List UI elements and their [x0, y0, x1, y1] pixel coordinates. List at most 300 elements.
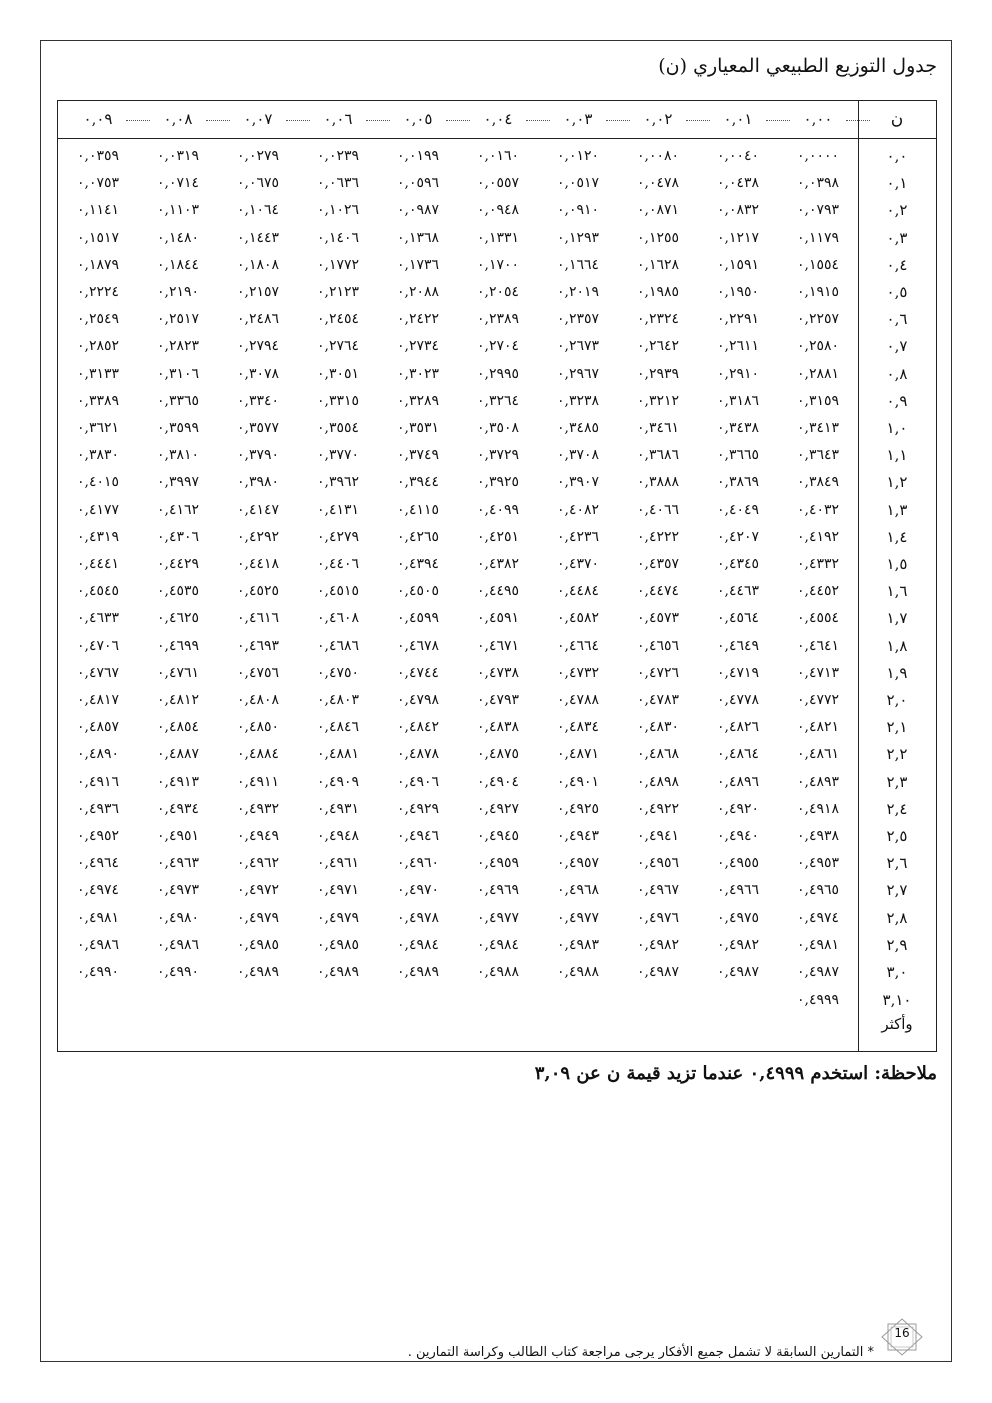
table-cell: ٠,٤٩٨٨ — [556, 964, 600, 980]
table-cell: ٠,١٨٤٤ — [156, 256, 200, 273]
table-cell: ٠,٣٥٠٨ — [476, 420, 520, 436]
row-z-value: ٢,٩ — [886, 935, 908, 954]
table-cell: ٠,٤٩٧٩ — [236, 909, 280, 926]
table-cell: ٠,٤٩٥٥ — [716, 855, 760, 872]
table-row — [58, 660, 936, 687]
table-cell: ٠,١٨٠٨ — [236, 256, 280, 273]
table-cell: ٠,١٢١٧ — [716, 229, 760, 246]
table-cell: ٠,٠٩٨٧ — [396, 202, 440, 219]
table-cell: ٠,٤٤٠٦ — [316, 556, 360, 572]
table-cell: ٠,٠٤٧٨ — [636, 175, 680, 192]
table-cell: ٠,٤٩٦٢ — [236, 855, 280, 872]
row-z-value: ١,٦ — [886, 582, 908, 601]
table-cell: ٠,٣٥٩٩ — [156, 420, 200, 436]
table-cell: ٠,٢٧٩٤ — [236, 338, 280, 355]
table-cell: ٠,٢٤٥٤ — [316, 311, 360, 328]
table-row — [58, 823, 936, 850]
row-z-value: ١,٧ — [886, 609, 908, 628]
table-row — [58, 578, 936, 605]
table-cell: ٠,٤٨٨٤ — [236, 746, 280, 763]
table-cell: ٠,٠٠٠٠ — [796, 148, 840, 164]
row-z-value: ٣,٠ — [886, 963, 908, 981]
table-cell: ٠,٤٩٢٢ — [636, 800, 680, 817]
table-cell: ٠,٤٤٧٤ — [636, 583, 680, 600]
table-cell: ٠,٤٥٥٤ — [796, 610, 840, 627]
table-row — [58, 714, 936, 741]
table-cell: ٠,٤٩٨٠ — [156, 909, 200, 926]
table-cell: ٠,٢٠٥٤ — [476, 284, 520, 300]
table-cell: ٠,٣٢٦٤ — [476, 392, 520, 409]
table-cell: ٠,٤٨٩٣ — [796, 773, 840, 790]
table-cell: ٠,٢١٥٧ — [236, 284, 280, 300]
table-cell: ٠,٠٠٤٠ — [716, 148, 760, 164]
table-cell: ٠,٤٩٨٤ — [396, 936, 440, 953]
column-header: ٠,٠٨ — [163, 110, 193, 128]
table-cell: ٠,٢٧٣٤ — [396, 338, 440, 355]
table-cell: ٠,٤٦٣٣ — [76, 610, 120, 627]
table-cell: ٠,٤٩٨٩ — [316, 964, 360, 980]
table-cell: ٠,٢٩٣٩ — [636, 365, 680, 382]
table-row — [58, 252, 936, 279]
extra-row-z-label — [858, 988, 936, 1036]
table-cell: ٠,٣٧٠٨ — [556, 447, 600, 464]
table-cell: ٠,٣١٣٣ — [76, 365, 120, 382]
table-cell: ٠,٤٩١٣ — [156, 773, 200, 790]
table-cell: ٠,٢٩٦٧ — [556, 365, 600, 382]
table-cell: ٠,٤١١٥ — [396, 501, 440, 518]
table-cell: ٠,٣٦٢١ — [76, 420, 120, 436]
table-cell: ٠,٤٩٧٢ — [236, 882, 280, 899]
table-cell: ٠,٤٤١٨ — [236, 556, 280, 572]
table-cell: ٠,٤٨٤٢ — [396, 719, 440, 736]
extra-row-z-suffix: وأكثر — [881, 1015, 913, 1034]
table-cell: ٠,٣٤١٣ — [796, 420, 840, 436]
table-cell: ٠,٤٧٢٦ — [636, 664, 680, 681]
table-cell: ٠,٤٢٩٢ — [236, 528, 280, 545]
table-cell: ٠,٤٩٧٧ — [476, 909, 520, 926]
table-cell: ٠,٤٦٧٨ — [396, 637, 440, 654]
table-cell: ٠,٠٣١٩ — [156, 148, 200, 164]
table-cell: ٠,٣٣٤٠ — [236, 392, 280, 409]
row-z-value: ٠,٥ — [886, 283, 908, 301]
table-cell: ٠,٣٩٩٧ — [156, 474, 200, 491]
table-cell: ٠,٢٧٠٤ — [476, 338, 520, 355]
table-cell: ٠,٣٢١٢ — [636, 392, 680, 409]
table-cell: ٠,٤٨١٧ — [76, 692, 120, 708]
table-cell: ٠,٤٩٧٨ — [396, 909, 440, 926]
table-cell: ٠,٤٩٩٠ — [76, 964, 120, 980]
table-cell: ٠,٤٩٦٠ — [396, 855, 440, 872]
table-cell: ٠,٤٩٥٣ — [796, 855, 840, 872]
table-cell: ٠,٤٥٨٢ — [556, 610, 600, 627]
table-cell: ٠,٤٧٠٦ — [76, 637, 120, 654]
table-cell: ٠,٤٩٣١ — [316, 800, 360, 817]
table-row — [58, 170, 936, 197]
row-z-value: ٠,٠ — [886, 147, 908, 165]
table-row — [58, 497, 936, 524]
table-cell: ٠,٣٣٨٩ — [76, 392, 120, 409]
table-cell: ٠,٢٦٧٣ — [556, 338, 600, 355]
table-cell: ٠,٤١٧٧ — [76, 501, 120, 518]
table-cell: ٠,١٠٦٤ — [236, 202, 280, 219]
table-cell: ٠,٤٨٦١ — [796, 746, 840, 763]
table-cell: ٠,٣٩٤٤ — [396, 474, 440, 491]
table-row — [58, 905, 936, 932]
table-cell: ٠,٠٠٨٠ — [636, 148, 680, 164]
table-cell: ٠,٠٧٥٣ — [76, 175, 120, 192]
row-z-value: ٠,٩ — [886, 391, 908, 410]
table-cell: ٠,٤٩٤٣ — [556, 828, 600, 844]
table-cell: ٠,١٧٧٢ — [316, 256, 360, 273]
table-cell: ٠,٤٢٥١ — [476, 528, 520, 545]
table-row — [58, 769, 936, 796]
table-cell: ٠,٣٦٤٣ — [796, 447, 840, 464]
table-cell: ٠,٢٢٥٧ — [796, 311, 840, 328]
table-row — [58, 197, 936, 224]
table-cell: ٠,٤٤٨٤ — [556, 583, 600, 600]
table-cell: ٠,٤٧٤٤ — [396, 664, 440, 681]
table-cell: ٠,٠٢٧٩ — [236, 148, 280, 164]
table-cell: ٠,٠٦٣٦ — [316, 175, 360, 192]
table-cell: ٠,٤٩٤٩ — [236, 828, 280, 844]
table-cell: ٠,٣٧٤٩ — [396, 447, 440, 464]
table-cell: ٠,٠٣٩٨ — [796, 175, 840, 192]
table-cell: ٠,٤٥٢٥ — [236, 583, 280, 600]
table-row — [58, 143, 936, 170]
table-cell: ٠,٤٩٠٩ — [316, 773, 360, 790]
table-cell: ٠,٤٧٧٢ — [796, 692, 840, 708]
table-cell: ٠,٤٩٠٤ — [476, 773, 520, 790]
table-cell: ٠,٤٧٨٣ — [636, 692, 680, 708]
table-cell: ٠,٣٤٣٨ — [716, 420, 760, 436]
table-cell: ٠,٤٩٨٧ — [636, 964, 680, 980]
table-cell: ٠,٠١٩٩ — [396, 148, 440, 164]
table-cell: ٠,٤٩٨٤ — [476, 936, 520, 953]
table-cell: ٠,٣٠٥١ — [316, 365, 360, 382]
table-cell: ٠,٤٩٤٠ — [716, 828, 760, 844]
table-cell: ٠,٤٧٦١ — [156, 664, 200, 681]
table-cell: ٠,٣١٨٦ — [716, 392, 760, 409]
table-row — [58, 333, 936, 360]
table-cell: ٠,٣٤٨٥ — [556, 420, 600, 436]
z-column-header: ن — [890, 109, 904, 129]
column-header: ٠,٠٠ — [803, 110, 833, 128]
table-cell: ٠,٤٢٦٥ — [396, 528, 440, 545]
extra-row-value: ٠,٤٩٩٩ — [796, 992, 840, 1009]
table-cell: ٠,٤٢٣٦ — [556, 528, 600, 545]
row-z-value: ٢,٨ — [886, 908, 908, 927]
row-z-value: ٠,١ — [886, 174, 908, 193]
table-row — [58, 633, 936, 660]
table-cell: ٠,٤٩٥٧ — [556, 855, 600, 872]
table-cell: ٠,٤٩٧٩ — [316, 909, 360, 926]
table-cell: ٠,٤٤٢٩ — [156, 556, 200, 572]
table-cell: ٠,٤٦٥٦ — [636, 637, 680, 654]
table-cell: ٠,٤٩٤٨ — [316, 828, 360, 844]
table-cell: ٠,٢٧٦٤ — [316, 338, 360, 355]
table-cell: ٠,٠٧٩٣ — [796, 202, 840, 219]
table-cell: ٠,٤٨٦٤ — [716, 746, 760, 763]
table-cell: ٠,١٦٢٨ — [636, 256, 680, 273]
table-cell: ٠,٤٨٨١ — [316, 746, 360, 763]
table-cell: ٠,٤٩٦١ — [316, 855, 360, 872]
table-cell: ٠,١٩٥٠ — [716, 284, 760, 300]
table-cell: ٠,٤٩٧٠ — [396, 882, 440, 899]
table-cell: ٠,٤١٤٧ — [236, 501, 280, 518]
table-cell: ٠,٤٨٩٦ — [716, 773, 760, 790]
table-cell: ٠,٤٩٦٩ — [476, 882, 520, 899]
table-cell: ٠,٤٥٩١ — [476, 610, 520, 627]
table-cell: ٠,٤٩٦٣ — [156, 855, 200, 872]
row-z-value: ١,٢ — [886, 473, 908, 492]
table-cell: ٠,٤٩٨٧ — [716, 964, 760, 980]
table-cell: ٠,٠٥١٧ — [556, 175, 600, 192]
table-cell: ٠,٤٢٠٧ — [716, 528, 760, 545]
table-cell: ٠,٢١٩٠ — [156, 284, 200, 300]
table-cell: ٠,٣٧٢٩ — [476, 447, 520, 464]
row-z-value: ١,٠ — [886, 419, 908, 437]
row-z-value: ١,٤ — [886, 527, 908, 546]
table-cell: ٠,٤٧٦٧ — [76, 664, 120, 681]
table-cell: ٠,٤٦٧١ — [476, 637, 520, 654]
table-cell: ٠,٤٢٢٢ — [636, 528, 680, 545]
table-cell: ٠,٠٩١٠ — [556, 202, 600, 219]
table-cell: ٠,٤٨٣٨ — [476, 719, 520, 736]
table-cell: ٠,٣٥٥٤ — [316, 420, 360, 436]
table-cell: ٠,٤٣٣٢ — [796, 556, 840, 572]
table-cell: ٠,٢٠١٩ — [556, 284, 600, 300]
table-cell: ٠,٤٩٣٢ — [236, 800, 280, 817]
row-z-value: ٢,٥ — [886, 827, 908, 845]
table-row — [58, 306, 936, 333]
table-cell: ٠,٤٩١٨ — [796, 800, 840, 817]
column-header: ٠,٠٦ — [323, 110, 353, 128]
table-row — [58, 415, 936, 442]
table-cell: ٠,٣٩٦٢ — [316, 474, 360, 491]
table-cell: ٠,٤٥١٥ — [316, 583, 360, 600]
table-cell: ٠,١٧٠٠ — [476, 256, 520, 273]
table-cell: ٠,٤٩٢٧ — [476, 800, 520, 817]
table-row — [58, 687, 936, 714]
table-cell: ٠,٤٩٧٦ — [636, 909, 680, 926]
table-cell: ٠,٤٩٨٨ — [476, 964, 520, 980]
table-cell: ٠,٤٧٩٣ — [476, 692, 520, 708]
table-cell: ٠,٤٧١٣ — [796, 664, 840, 681]
table-cell: ٠,٣٠٧٨ — [236, 365, 280, 382]
table-cell: ٠,٣٥٧٧ — [236, 420, 280, 436]
header-rule — [58, 138, 936, 139]
table-cell: ٠,٤٨٥٧ — [76, 719, 120, 736]
table-cell: ٠,٤٩١١ — [236, 773, 280, 790]
table-row — [58, 959, 936, 986]
table-cell: ٠,٤٧٩٨ — [396, 692, 440, 708]
table-cell: ٠,٤٩٨١ — [76, 909, 120, 926]
table-cell: ٠,٤٧٥٠ — [316, 664, 360, 681]
table-cell: ٠,١٠٢٦ — [316, 202, 360, 219]
table-row — [58, 524, 936, 551]
row-z-value: ١,٣ — [886, 500, 908, 519]
table-cell: ٠,٠٦٧٥ — [236, 175, 280, 192]
table-cell: ٠,٤٧٥٦ — [236, 664, 280, 681]
table-cell: ٠,٣٩٨٠ — [236, 474, 280, 491]
table-cell: ٠,٣٩٢٥ — [476, 474, 520, 491]
table-cell: ٠,٢٨٢٣ — [156, 338, 200, 355]
table-cell: ٠,٢٨٥٢ — [76, 338, 120, 355]
table-cell: ٠,٤٨٠٨ — [236, 692, 280, 708]
row-z-value: ٢,٦ — [886, 854, 908, 873]
table-cell: ٠,١٤٨٠ — [156, 229, 200, 246]
table-cell: ٠,٤٧١٩ — [716, 664, 760, 681]
table-row — [58, 551, 936, 578]
table-cell: ٠,٤٥٣٥ — [156, 583, 200, 600]
row-z-value: ٢,١ — [886, 718, 908, 737]
table-cell: ٠,٤٩٥٦ — [636, 855, 680, 872]
table-cell: ٠,٤٥٤٥ — [76, 583, 120, 600]
table-cell: ٠,٤٨٣٤ — [556, 719, 600, 736]
table-cell: ٠,٤٩٤٦ — [396, 828, 440, 844]
table-cell: ٠,١٣٣١ — [476, 229, 520, 246]
table-cell: ٠,٢٥٨٠ — [796, 338, 840, 355]
table-cell: ٠,٤٩٤٥ — [476, 828, 520, 844]
table-cell: ٠,٤٢٧٩ — [316, 528, 360, 545]
table-cell: ٠,٤٩٨٧ — [796, 964, 840, 980]
table-cell: ٠,٤٧٨٨ — [556, 692, 600, 708]
table-cell: ٠,١٢٩٣ — [556, 229, 600, 246]
row-z-value: ٠,٨ — [886, 364, 908, 383]
table-cell: ٠,٤١٣١ — [316, 501, 360, 518]
table-cell: ٠,٤٨٧١ — [556, 746, 600, 763]
table-cell: ٠,٢٥١٧ — [156, 311, 200, 328]
table-cell: ٠,٤٦٩٩ — [156, 637, 200, 654]
table-cell: ٠,٢٢٩١ — [716, 311, 760, 328]
table-cell: ٠,٤٨٢١ — [796, 719, 840, 736]
table-cell: ٠,٠٥٩٦ — [396, 175, 440, 192]
table-cell: ٠,٢٠٨٨ — [396, 284, 440, 300]
table-cell: ٠,٢٨٨١ — [796, 365, 840, 382]
table-cell: ٠,١٤٠٦ — [316, 229, 360, 246]
table-cell: ٠,٤٨٣٠ — [636, 719, 680, 736]
table-cell: ٠,٤٣٩٤ — [396, 556, 440, 572]
footer-note: * التمارين السابقة لا تشمل جميع الأفكار يرجى مراجعة كتاب الطالب وكراسة التمارين . — [407, 1345, 874, 1360]
table-cell: ٠,٢٩١٠ — [716, 365, 760, 382]
table-cell: ٠,٣٨٣٠ — [76, 447, 120, 464]
table-cell: ٠,٤٩٧٤ — [796, 909, 840, 926]
table-cell: ٠,١٥١٧ — [76, 229, 120, 246]
table-cell: ٠,٣١٥٩ — [796, 392, 840, 409]
table-cell: ٠,٠٣٥٩ — [76, 148, 120, 164]
row-z-value: ١,٨ — [886, 636, 908, 655]
table-note: ملاحظة: استخدم ٠,٤٩٩٩ عندما تزيد قيمة ن عن ٣,٠٩ — [534, 1063, 937, 1084]
column-header: ٠,٠٣ — [563, 110, 593, 128]
table-cell: ٠,٣٨١٠ — [156, 447, 200, 464]
column-header: ٠,٠٤ — [483, 110, 513, 128]
table-cell: ٠,٠٩٤٨ — [476, 202, 520, 219]
table-cell: ٠,٢٥٤٩ — [76, 311, 120, 328]
table-cell: ٠,٤٩٧٧ — [556, 909, 600, 926]
table-cell: ٠,٤٩٨١ — [796, 936, 840, 953]
table-cell: ٠,٢٣٥٧ — [556, 311, 600, 328]
table-cell: ٠,٤٩٨٩ — [396, 964, 440, 980]
table-cell: ٠,٣٥٣١ — [396, 420, 440, 436]
table-cell: ٠,٤٩٨٢ — [716, 936, 760, 953]
table-cell: ٠,٤٩٣٨ — [796, 828, 840, 844]
column-header: ٠,٠٧ — [243, 110, 273, 128]
row-z-value: ٠,٣ — [886, 228, 908, 247]
table-cell: ٠,٤٦٤٩ — [716, 637, 760, 654]
table-cell: ٠,٤٧٧٨ — [716, 692, 760, 708]
table-cell: ٠,٣١٠٦ — [156, 365, 200, 382]
table-cell: ٠,٤٨٠٣ — [316, 692, 360, 708]
table-cell: ٠,٤٩٨٥ — [316, 936, 360, 953]
table-cell: ٠,١٩١٥ — [796, 284, 840, 300]
table-cell: ٠,٢١٢٣ — [316, 284, 360, 300]
row-z-value: ١,١ — [886, 446, 908, 465]
table-cell: ٠,٣٢٣٨ — [556, 392, 600, 409]
table-cell: ٠,١٩٨٥ — [636, 284, 680, 300]
table-cell: ٠,٠٨٧١ — [636, 202, 680, 219]
table-cell: ٠,٤٩٨٥ — [236, 936, 280, 953]
table-cell: ٠,٤٩٦٧ — [636, 882, 680, 899]
row-z-value: ١,٩ — [886, 663, 908, 682]
table-cell: ٠,٤٦٢٥ — [156, 610, 200, 627]
table-cell: ٠,٤٨٥٤ — [156, 719, 200, 736]
page-number: 16 — [894, 1326, 910, 1340]
table-cell: ٠,٤٠٩٩ — [476, 501, 520, 518]
table-cell: ٠,٢٣٢٤ — [636, 311, 680, 328]
table-cell: ٠,٤٠٣٢ — [796, 501, 840, 518]
table-row — [58, 850, 936, 877]
table-cell: ٠,٤٨٧٥ — [476, 746, 520, 763]
table-row — [58, 932, 936, 959]
table-cell: ٠,٤٩٩٠ — [156, 964, 200, 980]
row-z-value: ٢,٢ — [886, 745, 908, 764]
table-cell: ٠,٣٣١٥ — [316, 392, 360, 409]
table-cell: ٠,٤٨٢٦ — [716, 719, 760, 736]
table-cell: ٠,٤٣٠٦ — [156, 528, 200, 545]
table-cell: ٠,٣٨٤٩ — [796, 474, 840, 491]
table-cell: ٠,٤٦٨٦ — [316, 637, 360, 654]
table-cell: ٠,٠٢٣٩ — [316, 148, 360, 164]
table-cell: ٠,٤٠١٥ — [76, 474, 120, 491]
row-z-value: ٢,٤ — [886, 799, 908, 818]
table-cell: ٠,٤٩١٦ — [76, 773, 120, 790]
table-cell: ٠,٤٩٧١ — [316, 882, 360, 899]
table-cell: ٠,١٨٧٩ — [76, 256, 120, 273]
table-cell: ٠,١٧٣٦ — [396, 256, 440, 273]
row-z-value: ٢,٠ — [886, 691, 908, 709]
table-cell: ٠,٠٨٣٢ — [716, 202, 760, 219]
table-cell: ٠,٤٥٠٥ — [396, 583, 440, 600]
table-cell: ٠,١١٧٩ — [796, 229, 840, 246]
table-cell: ٠,٢٦٤٢ — [636, 338, 680, 355]
table-cell: ٠,٤٩٦٤ — [76, 855, 120, 872]
table-cell: ٠,١٦٦٤ — [556, 256, 600, 273]
table-cell: ٠,١٣٦٨ — [396, 229, 440, 246]
table-row — [58, 796, 936, 823]
row-z-value: ٠,٦ — [886, 310, 908, 329]
table-cell: ٠,٤١٦٢ — [156, 501, 200, 518]
table-cell: ٠,٣٤٦١ — [636, 420, 680, 436]
column-header: ٠,٠١ — [723, 110, 753, 128]
table-cell: ٠,٤٥٦٤ — [716, 610, 760, 627]
page-title: جدول التوزيع الطبيعي المعياري (ن) — [658, 55, 937, 77]
table-cell: ٠,٣٢٨٩ — [396, 392, 440, 409]
table-cell: ٠,٢٤٨٦ — [236, 311, 280, 328]
table-cell: ٠,٤٩٧٣ — [156, 882, 200, 899]
table-cell: ٠,٣٦٦٥ — [716, 447, 760, 464]
table-cell: ٠,٣٧٩٠ — [236, 447, 280, 464]
table-cell: ٠,٢٤٢٢ — [396, 311, 440, 328]
